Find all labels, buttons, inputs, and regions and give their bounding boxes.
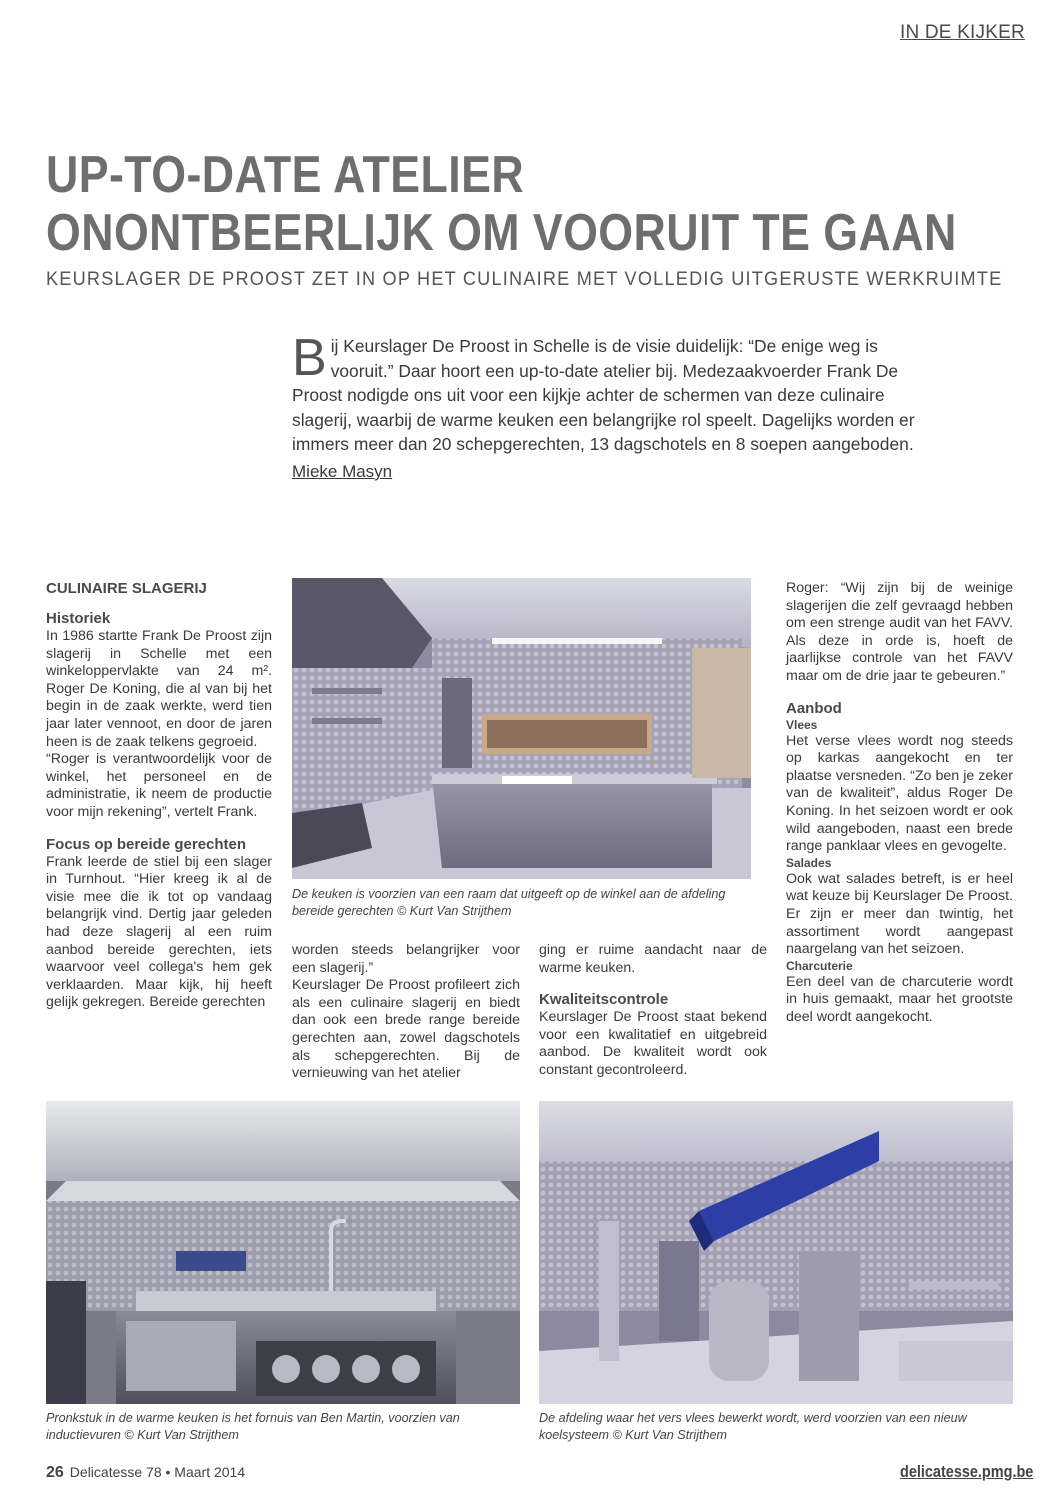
- author-byline: Mieke Masyn: [292, 462, 393, 481]
- caption-photo-2: Pronkstuk in de warme keuken is het fornuis van Ben Martin, voorzien van inductievuren © Kurt Van Strijthem: [46, 1411, 460, 1442]
- title-line-2: ONONTBEERLIJK OM VOORUIT TE GAAN: [46, 204, 957, 262]
- kitchen-photo-illustration: [292, 578, 751, 879]
- paragraph-salades: Ook wat salades betreft, is er heel wat keuze bij Keurslager De Proost. Er zijn er meer dan twintig, het assortiment wordt aangepast naargelang van het seizoen.: [786, 870, 1013, 958]
- heading-vlees: Vlees: [786, 717, 818, 732]
- paragraph-kwaliteit: Keurslager De Proost staat bekend voor een kwalitatief en uitgebreid aanbod. De kwaliteit wordt ook constant gecontroleerd.: [539, 1009, 767, 1078]
- page-number: 26: [46, 1464, 64, 1481]
- column-1: [46, 580, 272, 1012]
- column-2: [292, 942, 520, 1083]
- article-title: [46, 146, 957, 262]
- heading-focus: Focus op bereide gerechten: [46, 835, 247, 853]
- article-subtitle: KEURSLAGER DE PROOST ZET IN OP HET CULINAIRE MET VOLLEDIG UITGERUSTE WERKRUIMTE: [46, 268, 1003, 290]
- photo-meat-processing: [539, 1101, 1013, 1404]
- meat-room-photo-illustration: [539, 1101, 1013, 1404]
- heading-historiek: Historiek: [46, 610, 111, 627]
- photo-kitchen-window: [292, 578, 751, 879]
- paragraph-historiek-2: “Roger is verantwoordelijk voor de winkel, het personeel en de administratie, ik neem de productie voor mijn rekening”, vertelt Frank.: [46, 751, 272, 820]
- paragraph-historiek-1: In 1986 startte Frank De Proost zijn slagerij in Schelle met een winkeloppervlakte van 24 m². Roger De Koning, die al van bij het begin in de zaak werkte, werd tien jaar later vennoot, en door de jaren heen is de zaak telkens gegroeid.: [46, 628, 272, 750]
- column-3: [539, 942, 767, 1080]
- column-4: [786, 580, 1013, 1026]
- footer-issue-info: [46, 1464, 245, 1482]
- lead-text: ij Keurslager De Proost in Schelle is de visie duidelijk: “De enige weg is vooruit.” Daar hoort een up-to-date atelier bij. Medezaakvoerder Frank De Proost nodigde ons uit voor een kijkje achter de schermen van deze culinaire slagerij, waarbij de warme keuken een belangrijke rol speelt. Dagelijks worden er immers meer dan 20 schepgerechten, 13 dagschotels en 8 soepen aangeboden.: [292, 336, 915, 454]
- section-heading-culinaire: CULINAIRE SLAGERIJ: [46, 580, 207, 597]
- paragraph-col4-1: Roger: “Wij zijn bij de weinige slagerijen die zelf gevraagd hebben om een strenge audit van het FAVV. Als deze in orde is, hoeft de jaarlijkse controle van het FAVV maar om de drie jaar te gebeuren.”: [786, 580, 1013, 684]
- title-line-1: UP-TO-DATE ATELIER: [46, 146, 525, 204]
- drop-cap: B: [292, 329, 327, 387]
- paragraph-col2-2: Keurslager De Proost profileert zich als een culinaire slagerij en biedt dan ook een brede range bereide gerechten aan, zowel dagschotels als schepgerechten. Bij de vernieuwing van het atelier: [292, 977, 520, 1082]
- heading-salades: Salades: [786, 855, 832, 870]
- heading-kwaliteit: Kwaliteitscontrole: [539, 991, 669, 1009]
- lead-paragraph: [292, 329, 932, 457]
- stove-photo-illustration: [46, 1101, 520, 1404]
- heading-aanbod: Aanbod: [786, 699, 842, 717]
- paragraph-col2-1: worden steeds belangrijker voor een slagerij.”: [292, 942, 520, 976]
- photo-stove: [46, 1101, 520, 1404]
- heading-charcuterie: Charcuterie: [786, 958, 853, 973]
- paragraph-charcuterie: Een deel van de charcuterie wordt in huis gemaakt, maar het grootste deel wordt aangekocht.: [786, 973, 1013, 1025]
- paragraph-vlees: Het verse vlees wordt nog steeds op karkas aangekocht en ter plaatse versneden. “Zo ben je zeker van de kwaliteit”, aldus Roger De Koning. In het seizoen wordt er ook wild aangeboden, naast een brede range panklaar vlees en gevogelte.: [786, 732, 1013, 855]
- caption-photo-1: De keuken is voorzien van een raam dat uitgeeft op de winkel aan de afdeling bereide gerechten © Kurt Van Strijthem: [292, 887, 726, 918]
- paragraph-focus: Frank leerde de stiel bij een slager in Turnhout. “Hier kreeg ik al de visie mee die ik tot op vandaag belangrijk vind. Dertig jaar geleden had deze slagerij al een ruim aanbod bereide gerechten, iets waarvoor veel collega's hem gek verklaarden. Maar kijk, hij heeft gelijk gekregen. Bereide gerechten: [46, 853, 272, 1011]
- section-label: IN DE KIJKER: [900, 22, 1025, 43]
- caption-photo-3: De afdeling waar het vers vlees bewerkt wordt, werd voorzien van een nieuw koelsysteem © Kurt Van Strijthem: [539, 1411, 967, 1442]
- paragraph-col3-1: ging er ruime aandacht naar de warme keuken.: [539, 942, 767, 976]
- issue-label: Delicatesse 78 • Maart 2014: [69, 1464, 246, 1480]
- website-link[interactable]: delicatesse.pmg.be: [900, 1462, 1034, 1481]
